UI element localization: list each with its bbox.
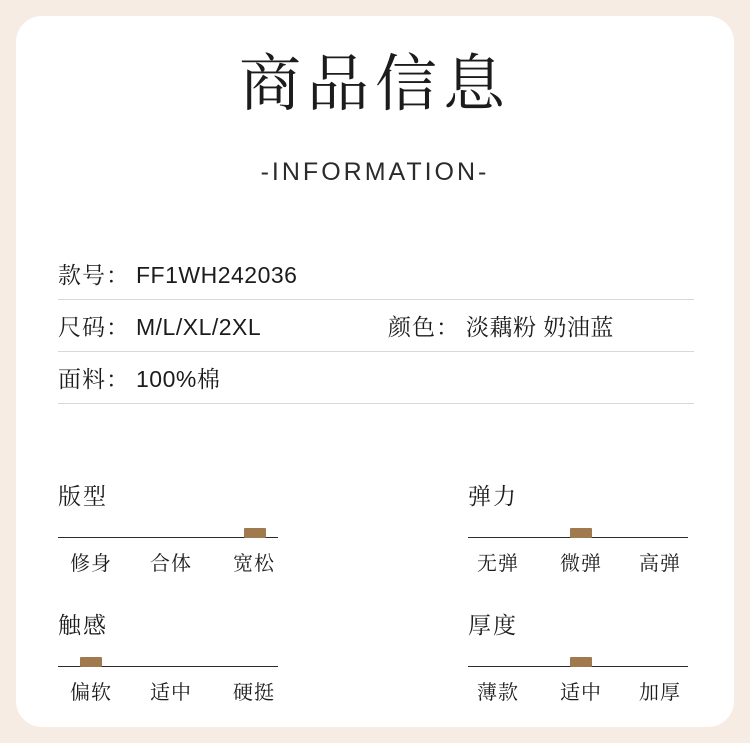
spec-label: 款号： xyxy=(58,262,130,288)
attribute-scale-marker xyxy=(80,657,102,667)
spec-value: 100%棉 xyxy=(136,366,221,392)
spec-value: 淡藕粉 奶油蓝 xyxy=(466,314,614,340)
attribute-scale xyxy=(58,525,278,539)
spec-row-size-color xyxy=(58,300,694,352)
attribute-option: 加厚 xyxy=(639,682,681,704)
attribute-option: 适中 xyxy=(560,682,602,704)
spec-cell-right xyxy=(388,309,614,342)
spec-label: 尺码： xyxy=(58,314,130,340)
spec-value: FF1WH242036 xyxy=(136,262,298,288)
attribute-options xyxy=(468,547,688,573)
attribute-touch xyxy=(58,607,278,702)
spec-cell-left xyxy=(58,361,220,394)
spec-cell-left xyxy=(58,257,297,290)
attribute-options xyxy=(58,676,278,702)
attribute-title: 版型 xyxy=(58,483,108,509)
spec-table xyxy=(58,248,694,404)
attribute-option: 微弹 xyxy=(560,553,602,575)
attribute-title: 触感 xyxy=(58,612,108,638)
spec-value: M/L/XL/2XL xyxy=(136,314,262,340)
attribute-title: 厚度 xyxy=(468,612,518,638)
attribute-scale-marker xyxy=(570,528,592,538)
attribute-option: 薄款 xyxy=(477,682,519,704)
attribute-scale-marker xyxy=(244,528,266,538)
attribute-scale xyxy=(58,654,278,668)
attribute-fit xyxy=(58,478,278,573)
attribute-option: 高弹 xyxy=(639,553,681,575)
attribute-scale xyxy=(468,525,688,539)
spec-cell-left xyxy=(58,309,261,342)
attribute-option: 合体 xyxy=(150,553,192,575)
page-subtitle: -INFORMATION- xyxy=(260,158,490,186)
page-title: 商品信息 xyxy=(238,50,511,119)
attribute-options xyxy=(58,547,278,573)
attribute-scale xyxy=(468,654,688,668)
attribute-scale-marker xyxy=(570,657,592,667)
attribute-elasticity xyxy=(468,478,688,573)
attribute-title: 弹力 xyxy=(468,483,518,509)
attribute-option: 无弹 xyxy=(477,553,519,575)
attribute-thickness xyxy=(468,607,688,702)
spec-row-fabric xyxy=(58,352,694,404)
attribute-option: 适中 xyxy=(150,682,192,704)
spec-label: 颜色： xyxy=(388,314,460,340)
attribute-option: 偏软 xyxy=(70,682,112,704)
attribute-option: 宽松 xyxy=(233,553,275,575)
attribute-option: 修身 xyxy=(70,553,112,575)
spec-row-style-number xyxy=(58,248,694,300)
spec-label: 面料： xyxy=(58,366,130,392)
attribute-option: 硬挺 xyxy=(233,682,275,704)
attribute-options xyxy=(468,676,688,702)
